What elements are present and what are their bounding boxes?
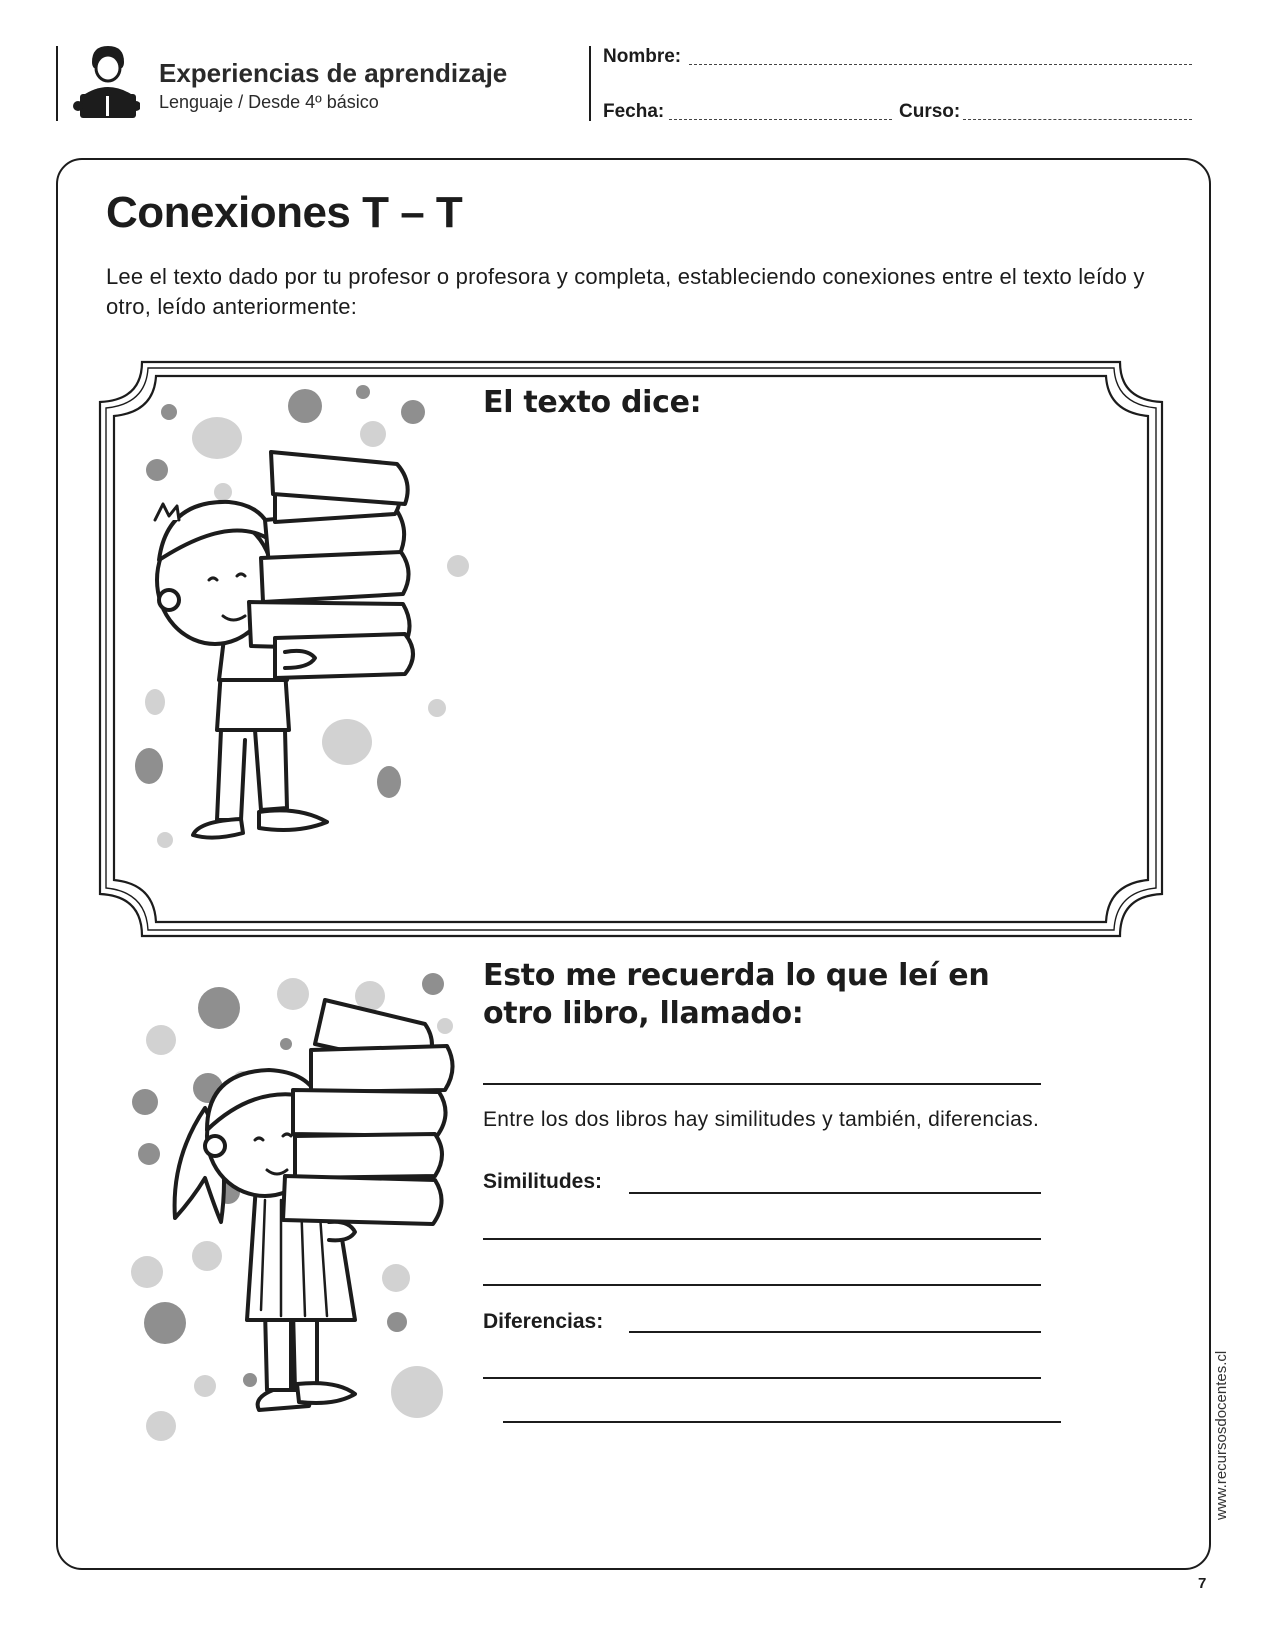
header-title: Experiencias de aprendizaje (159, 58, 508, 88)
header-divider-middle (589, 46, 591, 121)
similarities-label: Similitudes: (483, 1170, 603, 1193)
date-field[interactable] (669, 119, 892, 120)
name-field[interactable] (689, 64, 1192, 65)
course-label: Curso: (899, 101, 961, 122)
differences-answer-line-2[interactable] (483, 1377, 1041, 1379)
similarities-answer-line-1[interactable] (629, 1192, 1041, 1194)
similarities-answer-line-3[interactable] (483, 1284, 1041, 1286)
similarities-answer-line-2[interactable] (483, 1238, 1041, 1240)
text-says-answer-area[interactable] (483, 440, 1123, 880)
differences-label: Diferencias: (483, 1310, 604, 1333)
worksheet-title: Conexiones T – T (106, 188, 463, 237)
header-subtitle: Lenguaje / Desde 4º básico (159, 92, 379, 112)
differences-answer-line-3[interactable] (503, 1421, 1061, 1423)
book-name-answer-line[interactable] (483, 1083, 1041, 1085)
boy-carrying-books-illustration (125, 380, 475, 850)
section2-heading: Esto me recuerda lo que leí en otro libro, llamado: (483, 958, 990, 1031)
student-reading-icon (72, 44, 140, 122)
worksheet-instructions: Lee el texto dado por tu profesor o profesora y completa, estableciendo conexiones entre el texto leído y otro, leído anteriormente: (106, 264, 1145, 319)
section1-heading: El texto dice: (483, 385, 702, 420)
name-label: Nombre: (603, 46, 682, 67)
course-field[interactable] (963, 119, 1192, 120)
header-divider-left (56, 46, 58, 121)
comparison-text: Entre los dos libros hay similitudes y también, diferencias. (483, 1108, 1040, 1131)
girl-carrying-books-illustration (115, 960, 475, 1470)
date-label: Fecha: (603, 101, 665, 122)
differences-answer-line-1[interactable] (629, 1331, 1041, 1333)
page-number: 7 (1198, 1575, 1207, 1592)
website-url: www.recursosdocentes.cl (1213, 1350, 1230, 1520)
